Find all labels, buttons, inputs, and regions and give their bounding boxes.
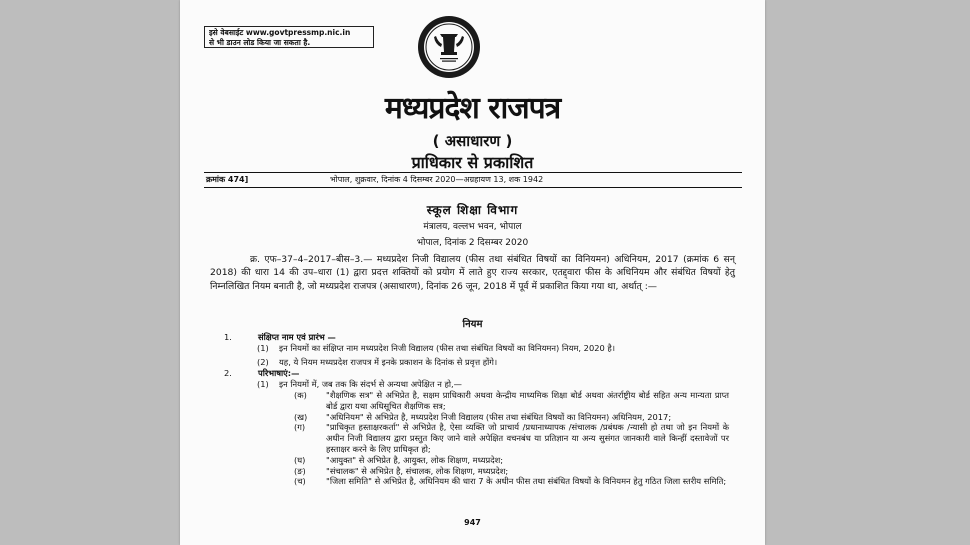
department-name: स्कूल शिक्षा विभाग: [426, 203, 519, 217]
clause-text: "शैक्षणिक सत्र" से अभिप्रेत है, सक्षम प्राधिकारी अथवा केन्द्रीय माध्यमिक शिक्षा बोर्ड अथवा अंतर्राष्ट्रीय बोर्ड सहित अन्य मान्यता प्राप्त बोर्ड द्वारा यथा अधिसूचित शैक्षणिक सत्र;: [326, 389, 729, 411]
clause-ga: [224, 422, 729, 454]
issue-number: क्रमांक 474]: [206, 175, 249, 184]
clause-text: "आयुक्त" से अभिप्रेत है, आयुक्त, लोक शिक्षण, मध्यप्रदेश;: [326, 454, 504, 465]
clause-text: "प्राधिकृत हस्ताक्षरकर्ता" से अभिप्रेत है, ऐसा व्यक्ति जो प्राचार्य /प्रधानाध्यापक /संचालक /प्रबंधक /न्यासी हो तथा जो इन नियमों के अधीन निजी विद्यालय द्वारा प्रस्तुत किए जाने वाले अपेक्षित वचनबंध या प्रतिज्ञान या अन्य सुसंगत जानकारी वाले किन्हीं दस्तावेजों पर हस्ताक्षर करने के लिए प्राधिकृत हो;: [326, 422, 729, 454]
clause-gha: [224, 455, 729, 466]
clause-kha: [224, 412, 729, 423]
website-notice-box: [204, 26, 374, 48]
subrule-text: इन नियमों में, जब तक कि संदर्भ से अन्यथा अपेक्षित न हो,—: [279, 379, 462, 390]
header-divider-top: [204, 172, 742, 173]
clause-text: "संचालक" से अभिप्रेत है, संचालक, लोक शिक्षण, मध्यप्रदेश;: [326, 465, 509, 476]
clause-label: (घ): [294, 454, 306, 465]
clause-nga: [224, 466, 729, 477]
department-address: मंत्रालय, वल्लभ भवन, भोपाल: [423, 222, 522, 232]
rule-1-1: [224, 343, 729, 354]
rule-1-heading: [224, 332, 729, 343]
subrule-text: यह, ये नियम मध्यप्रदेश राजपत्र में इनके प्रकाशन के दिनांक से प्रवृत्त होंगे।: [279, 356, 498, 367]
preamble: [210, 253, 735, 293]
rule-title: संक्षिप्त नाम एवं प्रारंभ —: [258, 332, 336, 342]
clause-ka: [224, 390, 729, 412]
website-notice-line-1: इसे वेबसाईट www.govtpressmp.nic.in: [209, 28, 351, 37]
rule-2-heading: [224, 368, 729, 379]
header-divider-bottom: [204, 187, 742, 188]
page-number: 947: [464, 518, 481, 527]
rules-list: [224, 332, 729, 487]
gazette-page: [180, 0, 765, 545]
preamble-text: क्र. एफ–37–4–2017–बीस–3.— मध्यप्रदेश निजी विद्यालय (फीस तथा संबंधित विषयों का विनियमन) अधिनियम, 2017 (क्रमांक 6 सन् 2018) की धारा 14 की उप–धारा (1) द्वारा प्रदत्त शक्तियों को प्रयोग में लाते हुए राज्य सरकार, एतद्द्वारा फीस के अधिनियम और संबंधित विषयों हेतु निम्नलिखित नियम बनाती है, जो मध्यप्रदेश राजपत्र (असाधारण), दिनांक 26 जून, 2018 में पूर्व में प्रकाशित किया गया था, अर्थात् :—: [210, 254, 735, 292]
rule-1-2: [224, 357, 729, 368]
subrule-number: (1): [257, 379, 269, 390]
website-notice-line-2: से भी डाउन लोड किया जा सकता है.: [209, 38, 311, 47]
subrule-number: (2): [257, 356, 269, 367]
rules-heading: नियम: [462, 319, 483, 330]
clause-label: (च): [294, 476, 306, 487]
rule-number: 1.: [224, 332, 232, 342]
publication-authority: प्राधिकार से प्रकाशित: [411, 153, 534, 172]
issue-date: भोपाल, शुक्रवार, दिनांक 4 दिसम्बर 2020—अग्रहायण 13, शक 1942: [330, 175, 544, 184]
rule-2-1: [224, 379, 729, 390]
rule-title: परिभाषाएं:—: [258, 368, 300, 379]
clause-text: "अधिनियम" से अभिप्रेत है, मध्यप्रदेश निजी विद्यालय (फीस तथा संबंधित विषयों का विनियमन) अधिनियम, 2017;: [326, 411, 672, 422]
gazette-subtitle: ( असाधारण ): [432, 132, 513, 150]
clause-cha: [224, 476, 729, 487]
state-emblem-icon: [416, 14, 482, 80]
subrule-number: (1): [257, 342, 269, 353]
subrule-text: इन नियमों का संक्षिप्त नाम मध्यप्रदेश निजी विद्यालय (फीस तथा संबंधित विषयों का विनियमन) नियम, 2020 है।: [279, 342, 615, 353]
notification-date: भोपाल, दिनांक 2 दिसम्बर 2020: [416, 238, 529, 248]
gazette-title: मध्यप्रदेश राजपत्र: [384, 91, 561, 126]
clause-label: (ग): [294, 422, 306, 433]
clause-label: (क): [294, 389, 307, 400]
clause-label: (ङ): [294, 465, 306, 476]
rule-number: 2.: [224, 368, 232, 379]
clause-text: "जिला समिति" से अभिप्रेत है, अधिनियम की धारा 7 के अधीन फीस तथा संबंधित विषयों के विनियमन हेतु गठित जिला स्तरीय समिति;: [326, 476, 727, 487]
clause-label: (ख): [294, 411, 308, 422]
